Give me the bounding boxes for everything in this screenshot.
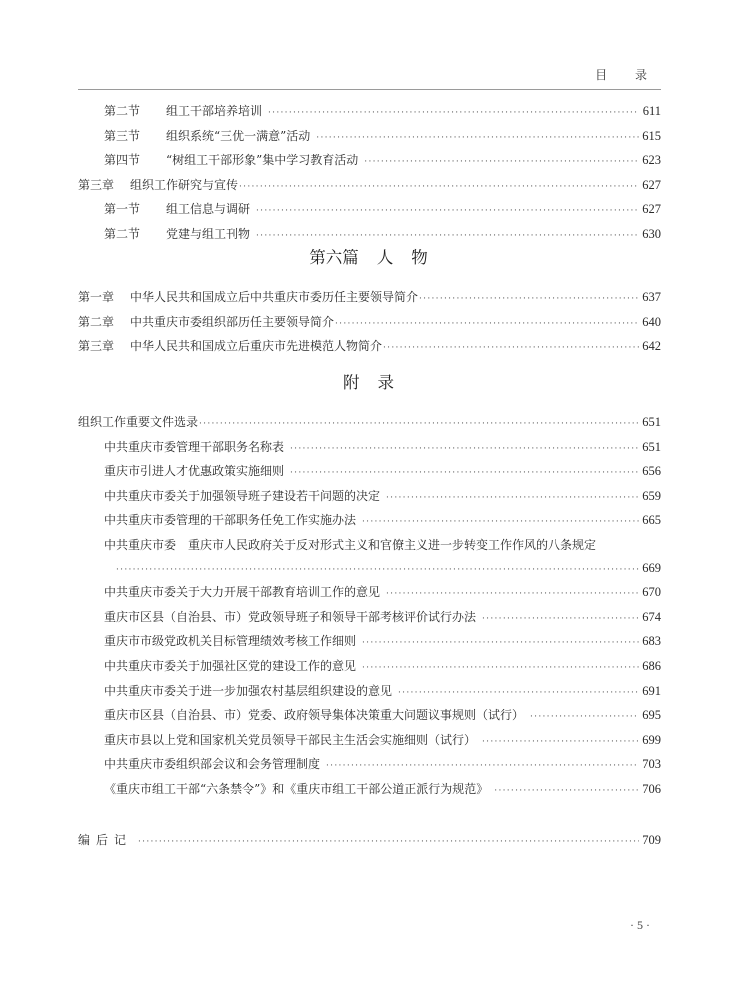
page-number: 630 [642,226,661,241]
entry-title: 中共重庆市委组织部会议和会务管理制度 [104,757,321,772]
chapter-number: 第三章 [78,177,115,192]
dot-leader [326,755,639,778]
dot-leader [530,706,639,729]
dot-leader [316,127,639,150]
toc-entry[interactable] [78,149,661,174]
header-rule [78,89,661,90]
toc-entry[interactable] [78,509,661,534]
entry-title: 组织工作研究与宣传 [130,177,239,192]
dot-leader [290,462,639,485]
toc-entry[interactable] [78,125,661,150]
toc-chapter-entry[interactable] [78,335,661,360]
entry-title: 中共重庆市委关于加强领导班子建设若干问题的决定 [104,488,381,503]
entry-title: 中共重庆市委 重庆市人民政府关于反对形式主义和官僚主义进一步转变工作作风的八条规定 [104,537,597,552]
toc-entry-long-title[interactable] [78,534,661,557]
dot-leader [482,608,639,631]
dot-leader [386,487,639,510]
toc-block-part5-end [78,100,661,248]
dot-leader [362,511,639,534]
entry-title: “树组工干部形象”集中学习教育活动 [166,153,359,168]
page-number: 670 [642,585,661,600]
dot-leader [116,559,639,582]
page-number: 669 [642,560,661,575]
entry-title: 重庆市县以上党和国家机关党员领导干部民主生活会实施细则（试行） [104,732,477,747]
appendix-title-char: 录 [377,373,394,392]
page-number: 615 [642,128,661,143]
toc-entry-long-continuation[interactable] [78,557,661,582]
toc-entry[interactable] [78,100,661,125]
dot-leader [290,438,639,461]
dot-leader [494,780,639,803]
entry-title: 中共重庆市委组织部历任主要领导简介 [130,314,335,329]
page-number: 703 [642,757,661,772]
entry-title: 《重庆市组工干部“六条禁令”》和《重庆市组工干部公道正派行为规范》 [104,781,489,796]
chapter-number: 第二章 [78,314,115,329]
page-number: 627 [642,177,661,192]
dot-leader [335,313,639,336]
part-number: 第六篇 [309,248,359,267]
dot-leader [199,413,639,436]
section-number: 第二节 [104,104,141,118]
dot-leader [383,337,639,360]
toc-chapter-entry[interactable] [78,174,661,199]
part-title-char: 人 [376,248,394,267]
toc-entry[interactable] [78,485,661,510]
section-number: 第四节 [104,153,141,168]
page-number: 656 [642,464,661,479]
entry-title: 组工信息与调研 [166,202,251,217]
chapter-number: 第三章 [78,339,115,354]
entry-title: 组织系统“三优一满意”活动 [166,128,311,143]
page-number: 706 [642,781,661,796]
toc-entry[interactable] [78,630,661,655]
entry-title: 编后记 [78,832,133,847]
dot-leader [482,731,639,754]
appendix-title-char: 附 [343,373,360,392]
dot-leader [256,200,639,223]
toc-entry[interactable] [78,729,661,754]
chapter-number: 第一章 [78,290,115,304]
toc-block-part6 [78,286,661,360]
entry-title: 中华人民共和国成立后重庆市先进模范人物简介 [130,339,383,354]
dot-leader [386,583,639,606]
dot-leader [362,632,639,655]
toc-entry[interactable] [78,655,661,680]
entry-title: 重庆市区县（自治县、市）党委、政府领导集体决策重大问题议事规则（试行） [104,708,525,723]
entry-title: 中共重庆市委关于加强社区党的建设工作的意见 [104,658,357,673]
entry-title: 重庆市区县（自治县、市）党政领导班子和领导干部考核评价试行办法 [104,609,477,624]
entry-title: 组工干部培养培训 [166,104,263,118]
entry-title: 中共重庆市委管理干部职务名称表 [104,439,285,454]
page-number: 623 [642,153,661,168]
toc-afterword-entry[interactable] [78,829,661,854]
page-number: 659 [642,488,661,503]
page-number: 637 [642,290,661,304]
page-number: 709 [642,832,661,847]
section-number: 第二节 [104,226,141,241]
dot-leader [398,682,639,705]
page-number: 695 [642,708,661,723]
toc-entry[interactable] [78,680,661,705]
appendix-heading [0,369,737,393]
dot-leader [362,657,639,680]
page-number: 674 [642,609,661,624]
toc-entry[interactable] [78,606,661,631]
running-head: 目 录 [595,68,659,82]
section-number: 第一节 [104,202,141,217]
toc-entry[interactable] [78,581,661,606]
toc-entry[interactable] [78,704,661,729]
part-title-char: 物 [411,248,428,267]
page-folio: · 5 · [630,918,650,932]
page-number: 642 [642,339,661,354]
toc-entry[interactable] [78,198,661,223]
section-number: 第三节 [104,128,141,143]
dot-leader [419,288,639,311]
dot-leader [239,176,639,199]
dot-leader [364,151,639,174]
entry-title: 中共重庆市委关于大力开展干部教育培训工作的意见 [104,585,381,600]
part6-heading [0,244,737,268]
toc-group-entry[interactable] [78,411,661,436]
entry-title: 重庆市引进人才优惠政策实施细则 [104,464,285,479]
entry-title: 中共重庆市委管理的干部职务任免工作实施办法 [104,513,357,528]
page-number: 683 [642,634,661,649]
page-number: 640 [642,314,661,329]
entry-title: 中共重庆市委关于进一步加强农村基层组织建设的意见 [104,683,393,698]
page-number: 651 [642,415,661,429]
entry-title: 组织工作重要文件选录 [78,415,199,429]
toc-entry[interactable] [78,753,661,778]
page-number: 651 [642,439,661,454]
toc-chapter-entry[interactable] [78,311,661,336]
page-number: 665 [642,513,661,528]
dot-leader [268,102,639,125]
page-number: 699 [642,732,661,747]
toc-entry[interactable] [78,436,661,461]
page-number: 611 [642,104,661,118]
entry-title: 党建与组工刊物 [166,226,251,241]
page-number: 627 [642,202,661,217]
page-number: 686 [642,658,661,673]
entry-title: 重庆市市级党政机关目标管理绩效考核工作细则 [104,634,357,649]
entry-title: 中华人民共和国成立后中共重庆市委历任主要领导简介 [130,290,419,304]
toc-entry[interactable] [78,778,661,803]
page-number: 691 [642,683,661,698]
dot-leader [138,831,639,854]
toc-entry[interactable] [78,460,661,485]
toc-chapter-entry[interactable] [78,286,661,311]
toc-block-appendix [78,411,661,853]
